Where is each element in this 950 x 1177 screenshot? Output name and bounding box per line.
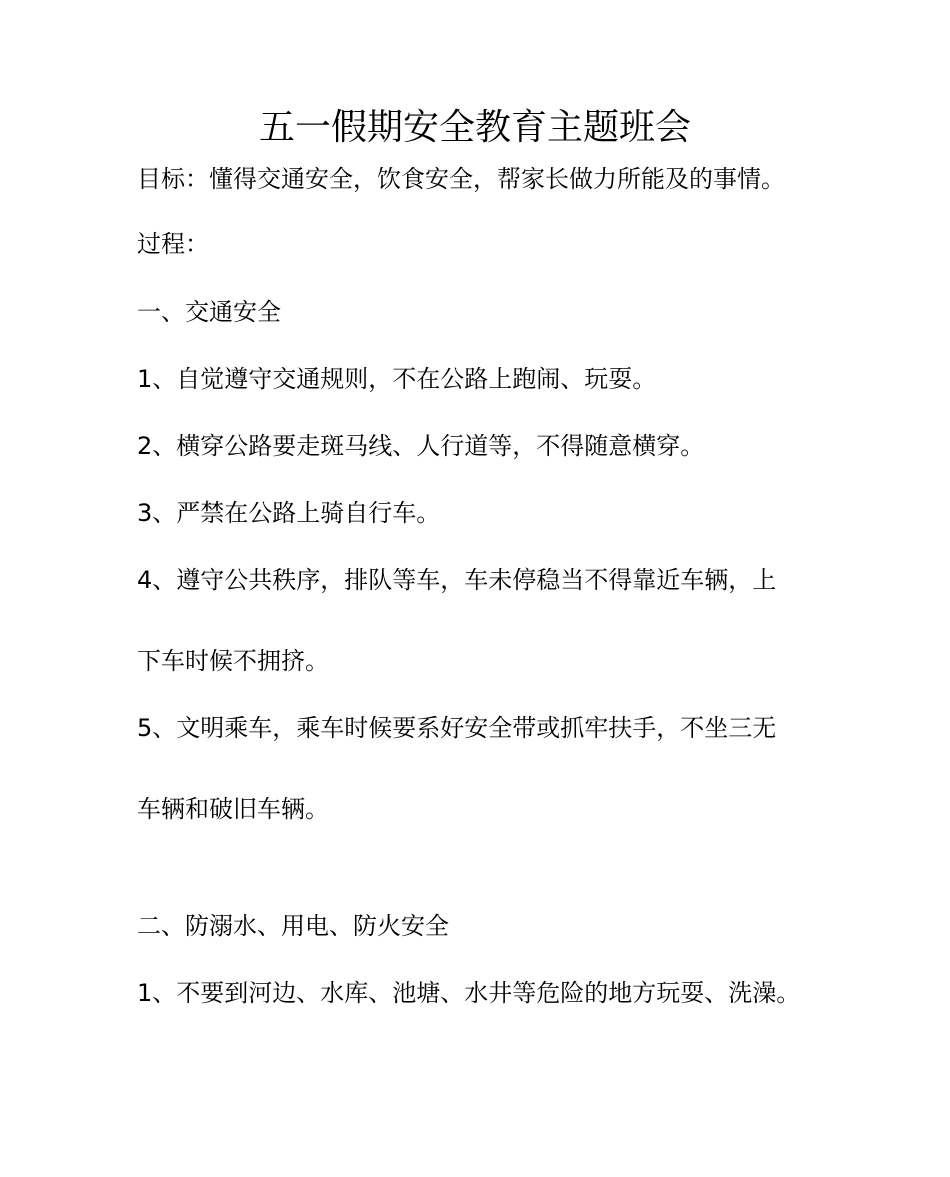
list-item-continuation: 车辆和破旧车辆。 <box>137 795 329 823</box>
list-item-continuation: 下车时候不拥挤。 <box>137 647 329 675</box>
list-item: 1、不要到河边、水库、池塘、水井等危险的地方玩耍、洗澡。 <box>137 979 801 1007</box>
goal-text: 目标：懂得交通安全，饮食安全，帮家长做力所能及的事情。 <box>137 165 785 193</box>
list-item: 5、文明乘车，乘车时候要系好安全带或抓牢扶手，不坐三无 <box>137 714 777 742</box>
process-label: 过程： <box>137 230 209 258</box>
list-item: 3、严禁在公路上骑自行车。 <box>137 499 441 527</box>
document-title: 五一假期安全教育主题班会 <box>258 107 691 148</box>
list-item: 4、遵守公共秩序，排队等车，车未停稳当不得靠近车辆，上 <box>137 566 777 594</box>
section-heading-water-electric-fire: 二、防溺水、用电、防火安全 <box>137 912 449 940</box>
list-item: 1、自觉遵守交通规则，不在公路上跑闹、玩耍。 <box>137 365 657 393</box>
section-heading-traffic: 一、交通安全 <box>137 298 281 326</box>
list-item: 2、横穿公路要走斑马线、人行道等，不得随意横穿。 <box>137 432 705 460</box>
